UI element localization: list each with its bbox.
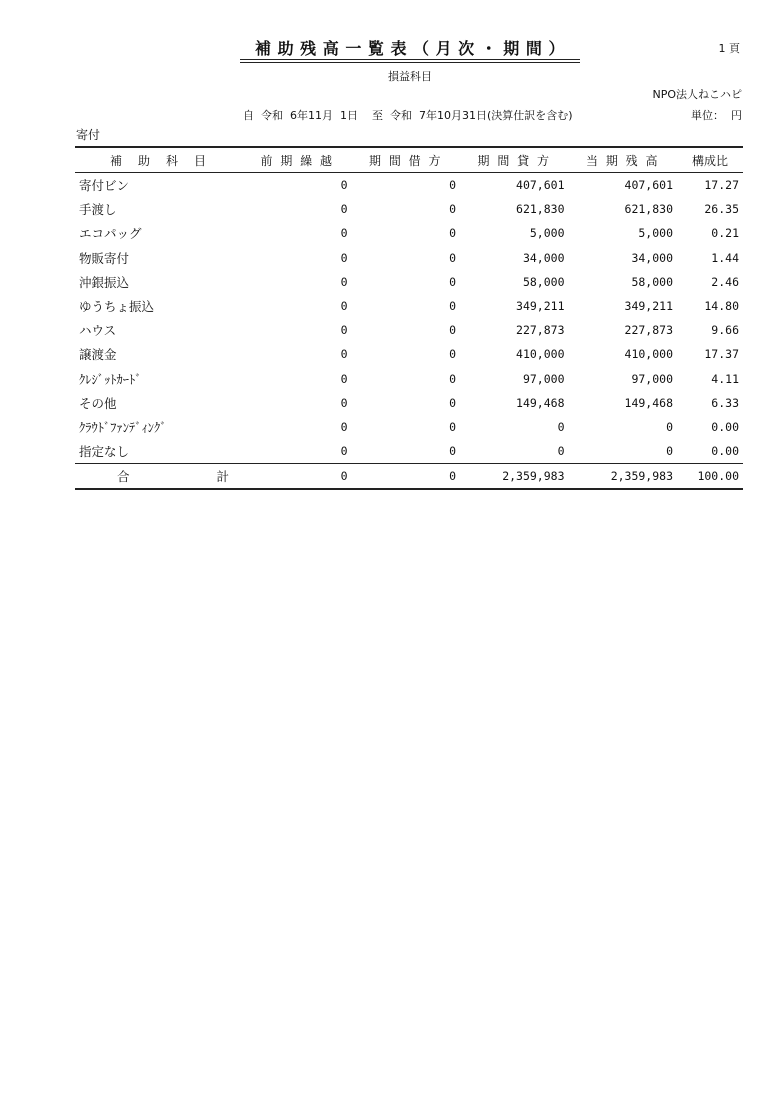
prev-balance: 0 bbox=[340, 202, 348, 217]
table-row bbox=[75, 367, 743, 391]
period-credit: 5,000 bbox=[529, 226, 565, 241]
subaccount-name: 寄付ビン bbox=[79, 178, 130, 194]
subaccount-name: 手渡し bbox=[79, 202, 117, 218]
ratio: 0.21 bbox=[711, 226, 739, 241]
current-balance: 227,873 bbox=[624, 323, 673, 338]
subaccount-name: ゆうちょ振込 bbox=[79, 299, 155, 315]
period-credit: 34,000 bbox=[522, 250, 565, 265]
period-debit: 0 bbox=[449, 178, 456, 193]
subaccount-name: 譲渡金 bbox=[79, 347, 117, 363]
ratio: 1.44 bbox=[711, 250, 739, 265]
current-balance: 97,000 bbox=[631, 371, 673, 386]
subaccount-name: その他 bbox=[79, 395, 117, 411]
total-period-credit: 2,359,983 bbox=[460, 464, 569, 490]
period-credit: 0 bbox=[557, 419, 565, 434]
table-row bbox=[75, 197, 743, 221]
period-debit: 0 bbox=[449, 226, 456, 241]
table-row bbox=[75, 294, 743, 318]
subsidiary-balance-table bbox=[75, 146, 743, 490]
title-underline-bottom bbox=[240, 62, 580, 63]
period-debit: 0 bbox=[449, 347, 456, 362]
period-credit: 227,873 bbox=[516, 323, 565, 338]
prev-balance: 0 bbox=[340, 226, 348, 241]
ratio: 14.80 bbox=[704, 299, 739, 314]
current-balance: 410,000 bbox=[624, 347, 673, 362]
prev-balance: 0 bbox=[340, 299, 348, 314]
period-debit: 0 bbox=[449, 250, 456, 265]
column-header-current-balance: 当 期 残 高 bbox=[569, 147, 678, 173]
report-subtitle: 損益科目 bbox=[388, 70, 432, 83]
total-label-right: 計 bbox=[216, 469, 229, 485]
period-debit: 0 bbox=[449, 395, 456, 410]
table-row bbox=[75, 391, 743, 415]
period-credit: 97,000 bbox=[522, 371, 565, 386]
prev-balance: 0 bbox=[340, 323, 348, 338]
current-balance: 34,000 bbox=[631, 250, 673, 265]
report-period: 自 令和 6年11月 1日 至 令和 7年10月31日(決算仕訳を含む) bbox=[243, 109, 573, 122]
current-balance: 58,000 bbox=[631, 274, 673, 289]
period-credit: 149,468 bbox=[516, 395, 565, 410]
ratio: 6.33 bbox=[711, 395, 739, 410]
current-balance: 407,601 bbox=[624, 178, 673, 193]
section-label: 寄付 bbox=[76, 128, 101, 142]
prev-balance: 0 bbox=[340, 347, 348, 362]
prev-balance: 0 bbox=[340, 371, 348, 386]
period-debit: 0 bbox=[449, 444, 456, 459]
period-debit: 0 bbox=[449, 323, 456, 338]
prev-balance: 0 bbox=[340, 274, 348, 289]
current-balance: 621,830 bbox=[624, 202, 673, 217]
total-ratio: 100.00 bbox=[677, 464, 743, 490]
current-balance: 0 bbox=[666, 444, 673, 459]
current-balance: 5,000 bbox=[638, 226, 673, 241]
period-debit: 0 bbox=[449, 274, 456, 289]
period-debit: 0 bbox=[449, 371, 456, 386]
period-debit: 0 bbox=[449, 202, 456, 217]
ratio: 9.66 bbox=[711, 323, 739, 338]
table-row bbox=[75, 439, 743, 464]
period-debit: 0 bbox=[449, 419, 456, 434]
column-header-period-debit: 期 間 借 方 bbox=[352, 147, 461, 173]
period-credit: 410,000 bbox=[516, 347, 565, 362]
table-row bbox=[75, 270, 743, 294]
total-label bbox=[75, 464, 243, 490]
ratio: 0.00 bbox=[711, 419, 739, 434]
column-header-prev-balance: 前 期 繰 越 bbox=[243, 147, 352, 173]
current-balance: 0 bbox=[666, 419, 673, 434]
ratio: 4.11 bbox=[711, 371, 739, 386]
ratio: 2.46 bbox=[711, 274, 739, 289]
ratio: 0.00 bbox=[711, 444, 739, 459]
table-row bbox=[75, 342, 743, 366]
table-row bbox=[75, 246, 743, 270]
subaccount-name: エコパッグ bbox=[79, 226, 142, 242]
prev-balance: 0 bbox=[340, 395, 348, 410]
prev-balance: 0 bbox=[340, 250, 348, 265]
total-prev-balance: 0 bbox=[243, 464, 352, 490]
subaccount-name: 沖銀振込 bbox=[79, 274, 130, 290]
subaccount-name: ｸﾚｼﾞｯﾄｶｰﾄﾞ bbox=[79, 371, 142, 387]
column-header-ratio: 構成比 bbox=[677, 147, 743, 173]
table-header-row bbox=[75, 147, 743, 173]
total-period-debit: 0 bbox=[352, 464, 461, 490]
period-debit: 0 bbox=[449, 299, 456, 314]
ratio: 17.27 bbox=[704, 178, 739, 193]
page-number: 1 頁 bbox=[718, 42, 740, 55]
table-row bbox=[75, 318, 743, 342]
total-label-left: 合 bbox=[117, 469, 130, 485]
prev-balance: 0 bbox=[340, 444, 348, 459]
column-header-period-credit: 期 間 貸 方 bbox=[460, 147, 569, 173]
ratio: 17.37 bbox=[704, 347, 739, 362]
total-current-balance: 2,359,983 bbox=[569, 464, 678, 490]
period-credit: 621,830 bbox=[516, 202, 565, 217]
table-row bbox=[75, 173, 743, 198]
subaccount-name: 物販寄付 bbox=[79, 250, 130, 266]
column-header-subaccount: 補 助 科 目 bbox=[75, 147, 243, 173]
subaccount-name: ハウス bbox=[79, 323, 117, 339]
company-name: NPO法人ねこハピ bbox=[652, 88, 742, 101]
period-credit: 58,000 bbox=[522, 274, 565, 289]
current-balance: 349,211 bbox=[624, 299, 673, 314]
table-body bbox=[75, 173, 743, 464]
currency-unit: 単位： 円 bbox=[691, 109, 742, 122]
period-credit: 349,211 bbox=[516, 299, 565, 314]
total-row bbox=[75, 464, 743, 490]
prev-balance: 0 bbox=[340, 178, 348, 193]
current-balance: 149,468 bbox=[624, 395, 673, 410]
table-row bbox=[75, 221, 743, 245]
period-credit: 407,601 bbox=[516, 178, 565, 193]
report-title: 補 助 残 高 一 覧 表 （ 月 次 ・ 期 間 ） bbox=[255, 39, 565, 58]
table-row bbox=[75, 415, 743, 439]
period-credit: 0 bbox=[557, 444, 565, 459]
prev-balance: 0 bbox=[340, 419, 348, 434]
subaccount-name: 指定なし bbox=[79, 444, 130, 460]
title-underline-top bbox=[240, 59, 580, 60]
subaccount-name: ｸﾗｳﾄﾞﾌｧﾝﾃﾞｨﾝｸﾞ bbox=[79, 419, 167, 435]
ratio: 26.35 bbox=[704, 202, 739, 217]
